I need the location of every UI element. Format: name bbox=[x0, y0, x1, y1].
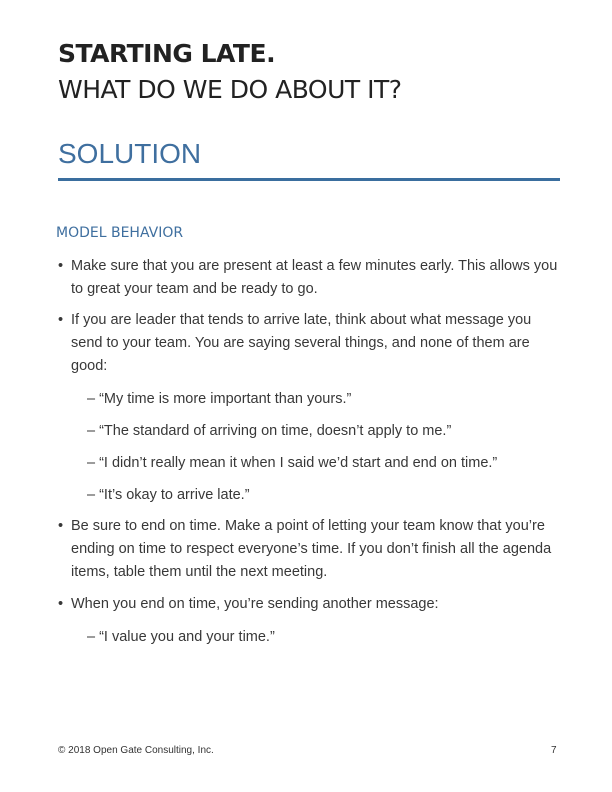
bullet-marker: • bbox=[58, 312, 64, 328]
page-title-line-1: STARTING LATE. bbox=[58, 39, 276, 68]
bullet-marker: • bbox=[58, 518, 64, 534]
bullet-text: When you end on time, you’re sending another message: bbox=[71, 596, 439, 612]
page-title-line-2: WHAT DO WE DO ABOUT IT? bbox=[58, 75, 402, 104]
footer-copyright: © 2018 Open Gate Consulting, Inc. bbox=[58, 745, 214, 756]
section-divider bbox=[58, 178, 560, 181]
section-title: SOLUTION bbox=[58, 138, 202, 169]
bullet-marker: • bbox=[58, 258, 64, 274]
quote-sub-item: – “I didn’t really mean it when I said we’d start and end on time.” bbox=[87, 455, 498, 471]
quote-sub-item: – “My time is more important than yours.” bbox=[87, 391, 352, 407]
page-number: 7 bbox=[551, 745, 557, 756]
bullet-text: Be sure to end on time. Make a point of letting your team know that you’re ending on time to respect everyone’s time. If you don’t finish all the agenda items, table them until the next meeting. bbox=[71, 518, 552, 580]
section-subheading: MODEL BEHAVIOR bbox=[56, 225, 184, 241]
quote-sub-item: – “It’s okay to arrive late.” bbox=[87, 487, 250, 503]
bullet-text: If you are leader that tends to arrive late, think about what message you send to your team. You are saying several things, and none of them are good: bbox=[71, 312, 532, 374]
quote-sub-item: – “I value you and your time.” bbox=[87, 629, 275, 645]
bullet-text: Make sure that you are present at least a few minutes early. This allows you to great your team and be ready to go. bbox=[71, 258, 558, 297]
quote-sub-item: – “The standard of arriving on time, doesn’t apply to me.” bbox=[87, 423, 452, 439]
bullet-marker: • bbox=[58, 596, 64, 612]
